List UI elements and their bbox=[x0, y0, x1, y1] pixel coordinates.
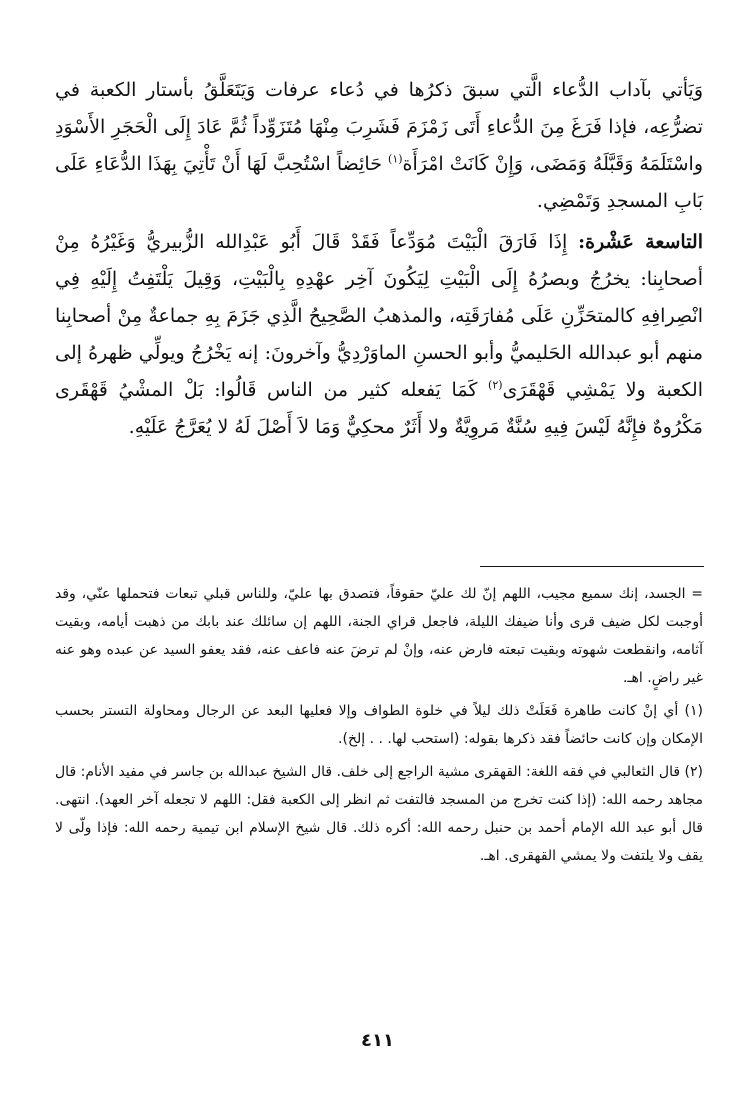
footnote-divider bbox=[480, 566, 704, 567]
paragraph-1 bbox=[55, 72, 703, 220]
footnote-ref-2: (٢) bbox=[488, 378, 503, 392]
paragraph-1-text-a: وَيَأتي بآداب الدُّعاء الَّتي سبقَ ذكرُها في دُعاء عرفات وَيَتَعَلَّقُ بأستار الكعبة في تضرُّعِه، فإذا فَرَغَ مِنَ الدُّعاءِ أَتَى زَمْزَمَ فَشَرِبَ مِنْهَا مُتَزَوِّداً ثُمَّ عَادَ إِلَى الْحَجَرِ الأَسْوَدِ واسْتَلَمَهُ وَقَبَّلَهُ وَمَضَى، وَإِنْ كَانَتْ امْرَأَة bbox=[55, 79, 703, 175]
main-text bbox=[55, 72, 703, 446]
section-label: التاسعة عَشْرة: bbox=[578, 231, 703, 253]
paragraph-2-text-b: كَمَا يَفعله كثير من الناس قَالُوا: بَلْ المشْيُ قَهْقَرى مَكْرُوهٌ فإِنَّهُ لَيْسَ فِيهِ سُنَّةٌ مَروِيَّةٌ ولا أَثَرٌ محكِيٌّ وَمَا لاَ أَصْلَ لَهُ لا يُعَرَّجُ عَلَيْهِ. bbox=[55, 379, 703, 438]
footnotes bbox=[55, 580, 703, 870]
footnote-continuation: = الجسد، إنك سميع مجيب، اللهم إنّ لك عليّ حقوقاً، فتصدق بها عليّ، وللناس قبلي تبعات فتحملها عنّي، وقد أوجبت لكل ضيف قرى وأنا ضيفك الليلة، فاجعل قراي الجنة، اللهم إن سائلك عند بابك من ذهبت أيامه، وبقيت آثامه، وانقطعت شهوته وبقيت تبعته فارض عنه، وإنْ لم ترضَ عنه فاعف عنه، فقد يعفو السيد عن عبده وهو عنه غير راضٍ. اهـ. bbox=[55, 586, 703, 686]
footnote-1: (١) أي إنْ كانت طاهرة فَعَلَتْ ذلك ليلاً في خلوة الطواف وإلا فعليها البعد عن الرجال ومحاولة التستر بحسب الإمكان وإن كانت حائضاً فقد ذكرها بقوله: (استحب لها. . . إلخ). bbox=[55, 703, 703, 747]
footnote-2: (٢) قال الثعالبي في فقه اللغة: القهقرى مشية الراجع إلى خلف. قال الشيخ عبدالله بن جاسر في مفيد الأنام: قال مجاهد رحمه الله: (إذا كنت تخرج من المسجد فالتفت ثم انظر إلى الكعبة فقل: اللهم لا تجعله آخر العهد). انتهى. قال أبو عبد الله الإمام أحمد بن حنبل رحمه الله: أكره ذلك. قال شيخ الإسلام ابن تيمية رحمه الله: فإذا ولّى لا يقف ولا يلتفت ولا يمشي القهقرى. اهـ. bbox=[55, 764, 703, 864]
footnote-ref-1: (١) bbox=[388, 152, 403, 166]
paragraph-2 bbox=[55, 224, 703, 446]
paragraph-2-text-a: إِذَا فَارَقَ الْبَيْتَ مُوَدِّعاً فَقَدْ قَالَ أَبُو عَبْدِالله الزُّبيريُّ وَغَيْرُهُ مِنْ أصحابِنا: يخرُجُ وبصرُهُ إِلَى الْبَيْتِ لِيَكُونَ آخِر عهْدِهِ بِالْبَيْتِ، وَقِيلَ يَلْتَفِتُ إِلَيْهِ فِي انْصِرافِهِ كالمتحَزِّنِ عَلَى مُفارَقَتِه، والمذهبُ الصَّحِيحُ الَّذِي جَزَمَ بِهِ جماعةٌ مِنْ أصحابِنا منهم أبو عبدالله الحَليميُّ وأبو الحسنِ الماوَرْدِيُّ وآخرونَ: إنه يَخْرُجُ ويولِّي ظهرهُ إلى الكعبة ولا يَمْشِي قَهْقَرَى bbox=[55, 231, 703, 401]
paragraph-1-text-b: حَائِضاً اسْتُحِبَّ لَهَا أَنْ تَأْتِيَ بِهَذَا الدُّعَاءِ عَلَى بَابِ المسجدِ وَتَمْضِي. bbox=[55, 153, 703, 212]
page-number: ٤١١ bbox=[361, 1030, 394, 1051]
